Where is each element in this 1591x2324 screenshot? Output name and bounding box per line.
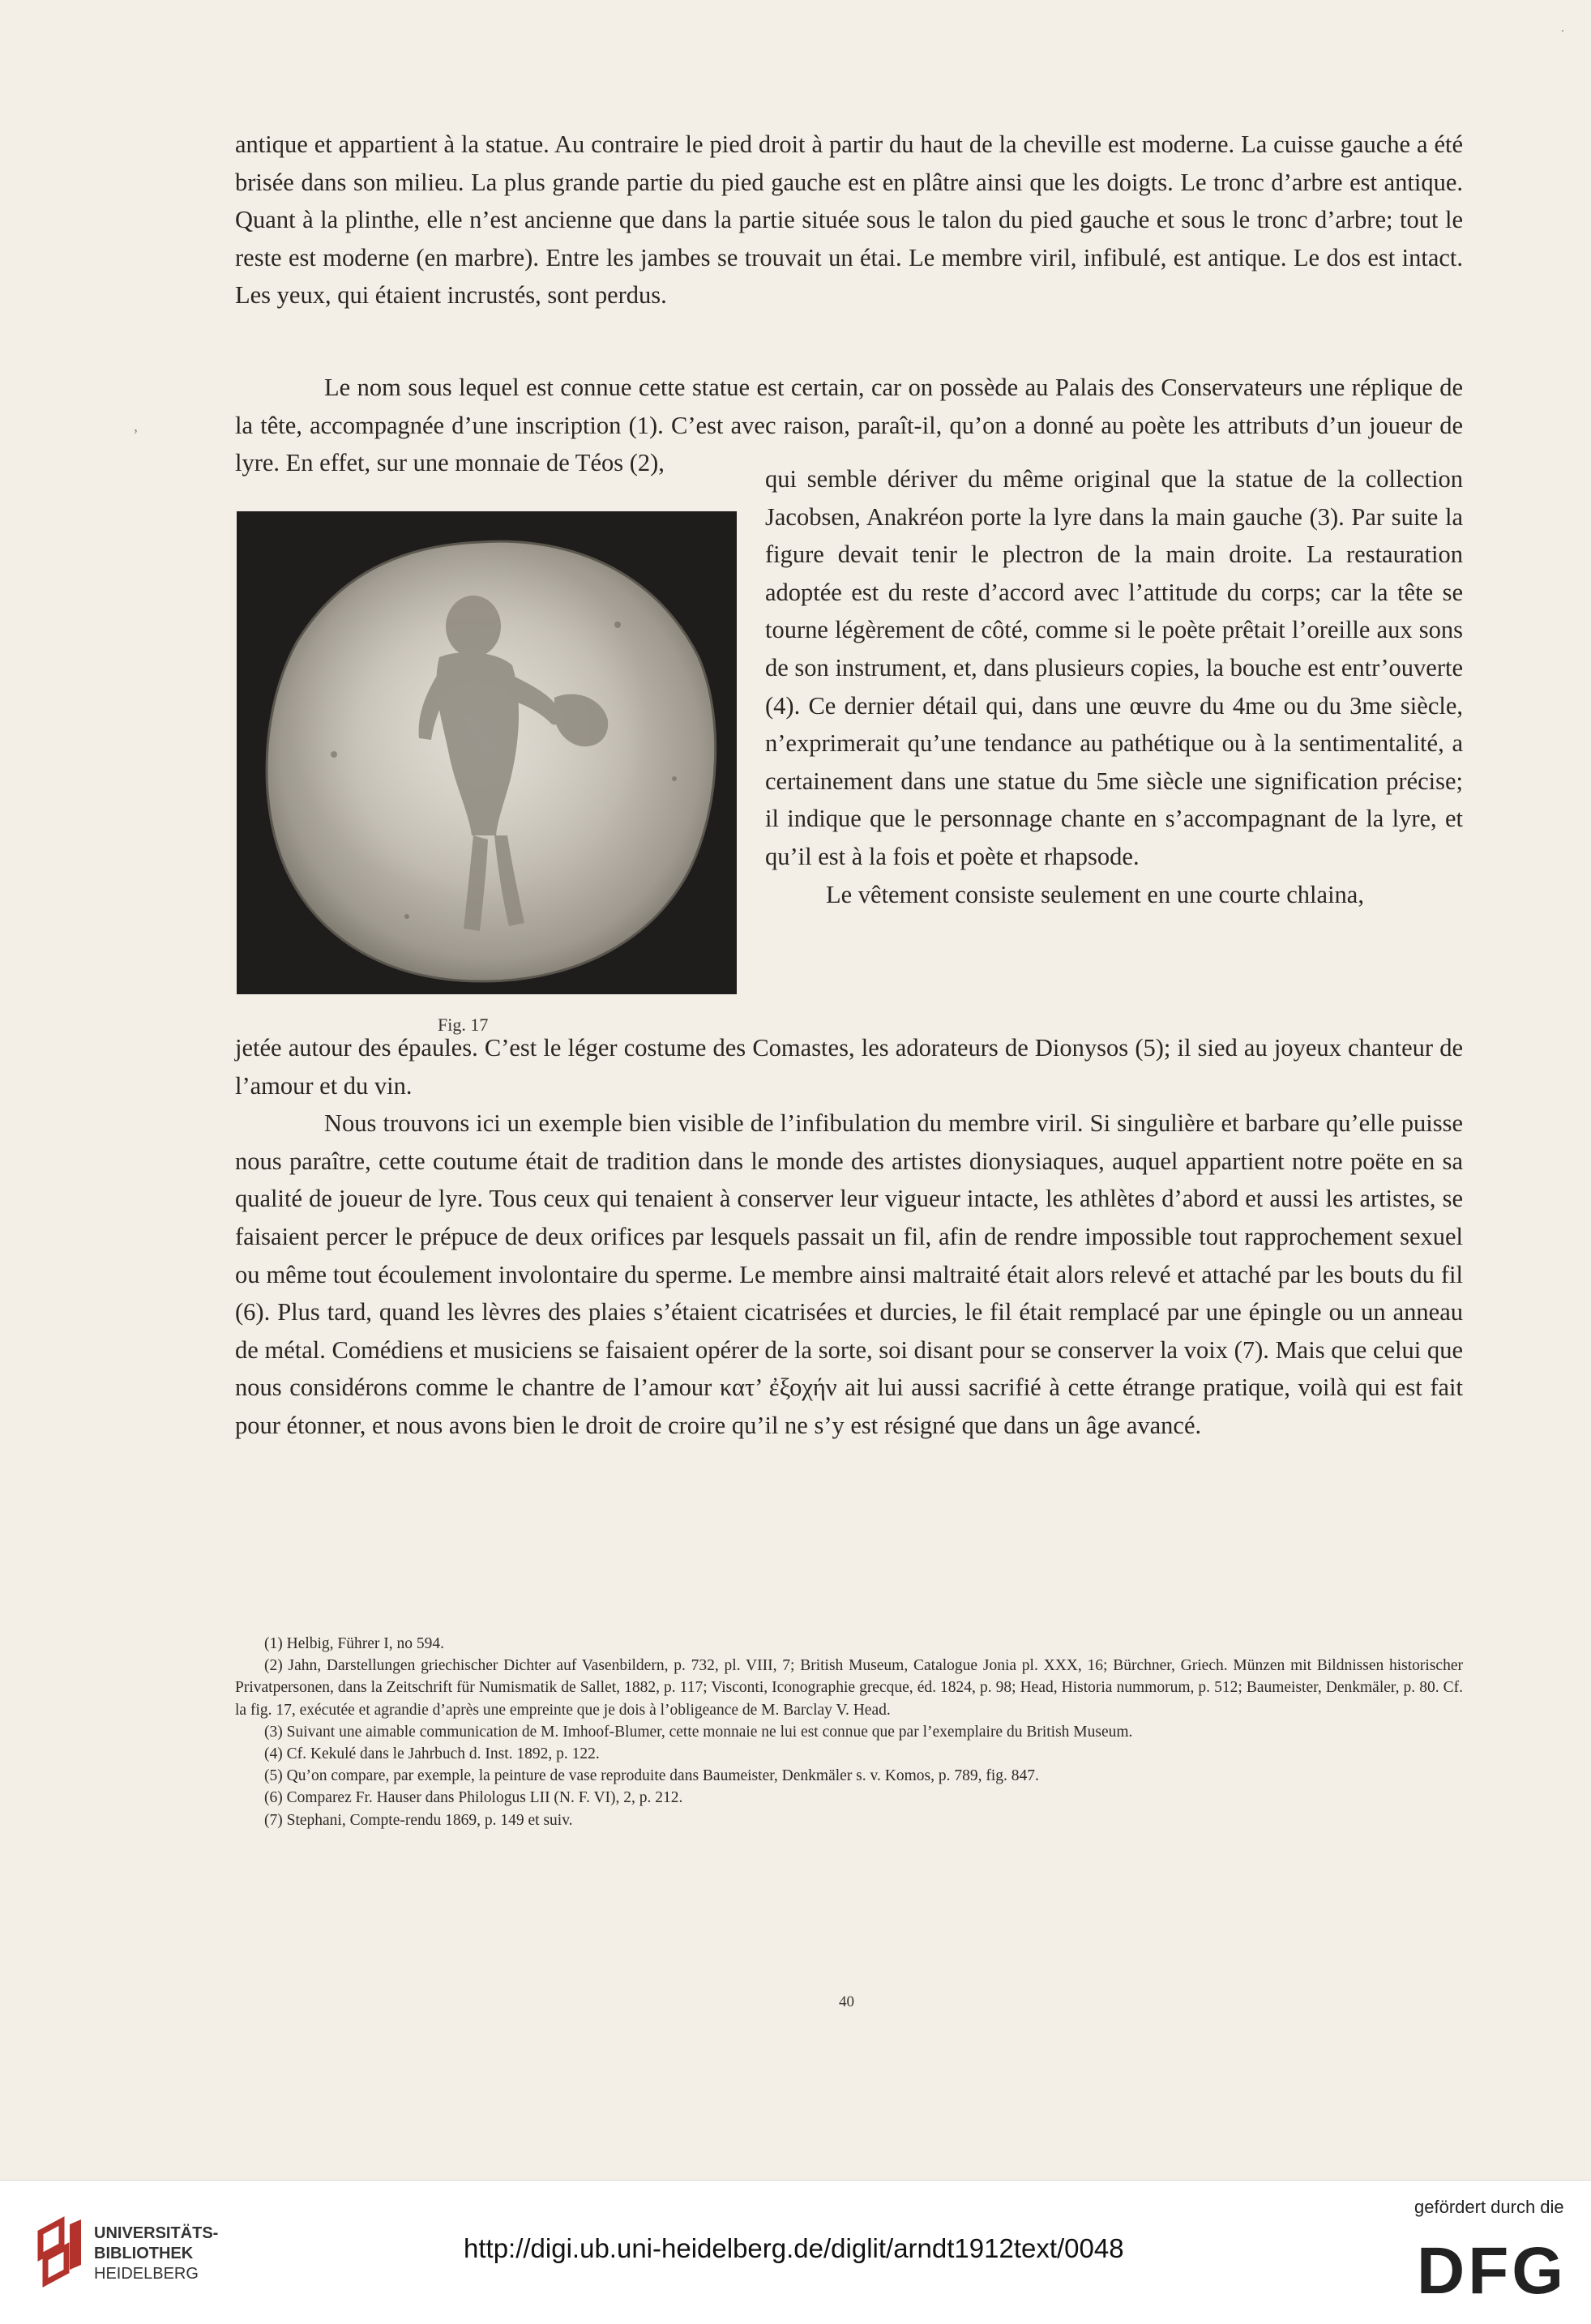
footnote-4: (4) Cf. Kekulé dans le Jahrbuch d. Inst. 1892, p. 122. — [264, 1745, 600, 1763]
footnote-2: (2) Jahn, Darstellungen griechischer Dichter auf Vasenbildern, p. 732, pl. VIII, 7; British Museum, Catalogue Jonia pl. XXX, 16; Bürchner, Griech. Münzen mit Bildnissen historischer Privatpersonen, dans la Zeitschrift für Numismatik de Sallet, 1882, p. 117; Visconti, Iconographie grecque, éd. 1824, p. 98; Head, Historia nummorum, p. 512; Baumeister, Denkmäler, p. 80. Cf. la fig. 17, exécutée et agrandie d’après une empreinte que je dois à l’obligeance de M. Barclay V. Head. — [235, 1657, 1463, 1719]
paragraph-3-text: qui semble dériver du même original que la statue de la collection Jacobsen, Anakréon porte la lyre dans la main gauche (3). Par suite la figure devait tenir le plectron de la main droite. La restauration adoptée est du reste d’accord avec l’attitude du corps; car la tête se tourne légèrement de côté, comme si le poète prêtait l’oreille aux sons de son instrument, et, dans plusieurs copies, la bouche est entr’ouverte (4). Ce dernier détail qui, dans une œuvre du 4me ou du 3me siècle, n’exprimerait qu’une tendance au pathétique ou à la sentimentalité, a certainement dans une statue du 5me siècle une signification précise; il indique que le personnage chante en s’accompagnant de la lyre, et qu’il est à la fois et poète et rhapsode. — [765, 465, 1463, 870]
footnote-3: (3) Suivant une aimable communication de M. Imhoof-Blumer, cette monnaie ne lui est connue que par l’exemplaire du British Museum. — [264, 1723, 1133, 1741]
paragraph-2-text: Le nom sous lequel est connue cette statue est certain, car on possède au Palais des Conservateurs une réplique de la tête, accompagnée d’une inscription (1). C’est avec raison, paraît-il, qu’on a donné au poète les attributs d’un joueur de lyre. En effet, sur une monnaie de Téos (2), — [235, 374, 1463, 477]
footnote-1: (1) Helbig, Führer I, no 594. — [264, 1635, 445, 1652]
funded-by-label: gefördert durch die — [1414, 2197, 1564, 2217]
margin-mark: , — [134, 417, 138, 435]
paragraph-4 — [235, 1029, 1463, 1445]
footnote-5: (5) Qu’on compare, par exemple, la peinture de vase reproduite dans Baumeister, Denkmäler s. v. Komos, p. 789, fig. 847. — [264, 1767, 1039, 1785]
coin-figure — [237, 511, 737, 994]
library-name — [94, 2224, 218, 2284]
dfg-logo: DFG — [1417, 2234, 1567, 2308]
paragraph-4-text: jetée autour des épaules. C’est le léger costume des Comastes, les adorateurs de Dionysos (5); il sied au joyeux chanteur de l’amour et du vin. — [235, 1034, 1463, 1100]
university-library-logo-icon — [34, 2216, 88, 2289]
paragraph-1-text: antique et appartient à la statue. Au contraire le pied droit à partir du haut de la cheville est moderne. La cuisse gauche a été brisée dans son milieu. La plus grande partie du pied gauche est en plâtre ainsi que les doigts. Le tronc d’arbre est antique. Quant à la plinthe, elle n’est ancienne que dans la partie située sous le talon du pied gauche et sous le tronc d’arbre; tout le reste est moderne (en marbre). Entre les jambes se trouvait un étai. Le membre viril, infibulé, est antique. Le dos est intact. Les yeux, qui étaient incrustés, sont perdus. — [235, 130, 1463, 310]
library-name-line-2: BIBLIOTHEK — [94, 2245, 194, 2262]
coin-image — [237, 511, 737, 994]
source-url-link[interactable]: http://digi.ub.uni-heidelberg.de/diglit/arndt1912text/0048 — [464, 2233, 1124, 2263]
footnotes — [235, 1633, 1463, 1831]
figure-caption: Fig. 17 — [438, 1015, 489, 1035]
paragraph-4-start: Le vêtement consiste seulement en une courte chlaina, — [826, 880, 1364, 908]
corner-mark: · — [1560, 23, 1565, 39]
footnote-7: (7) Stephani, Compte-rendu 1869, p. 149 et suiv. — [264, 1811, 573, 1829]
page-number: 40 — [839, 1993, 854, 2010]
library-name-line-1: UNIVERSITÄTS- — [94, 2224, 219, 2242]
paragraph-3 — [765, 460, 1463, 913]
library-name-line-3: HEIDELBERG — [94, 2265, 199, 2283]
paragraph-1 — [235, 126, 1463, 314]
footnote-6: (6) Comparez Fr. Hauser dans Philologus LII (N. F. VI), 2, p. 212. — [264, 1789, 683, 1807]
paragraph-5-text: Nous trouvons ici un exemple bien visible de l’infibulation du membre viril. Si singulière et barbare qu’elle puisse nous paraître, cette coutume était de tradition dans le monde des artistes dionysiaques, auquel appartient notre poëte en sa qualité de joueur de lyre. Tous ceux qui tenaient à conserver leur vigueur intacte, les athlètes d’abord et aussi les artistes, se faisaient percer le prépuce de deux orifices par lesquels passait un fil, afin de rendre impossible tout rapprochement sexuel ou même tout écoulement involontaire du sperme. Le membre ainsi maltraité était alors relevé et attaché par les bouts du fil (6). Plus tard, quand les lèvres des plaies s’étaient cicatrisées et durcies, le fil était remplacé par une épingle ou un anneau de métal. Comédiens et musiciens se faisaient opérer de la sorte, soi disant pour se conserver la voix (7). Mais que celui que nous considérons comme le chantre de l’amour κατ’ ἐξοχήν ait lui aussi sacrifié à cette étrange pratique, voilà qui est fait pour étonner, et nous avons bien le droit de croire qu’il ne s’y est résigné que dans un âge avancé. — [235, 1109, 1463, 1439]
